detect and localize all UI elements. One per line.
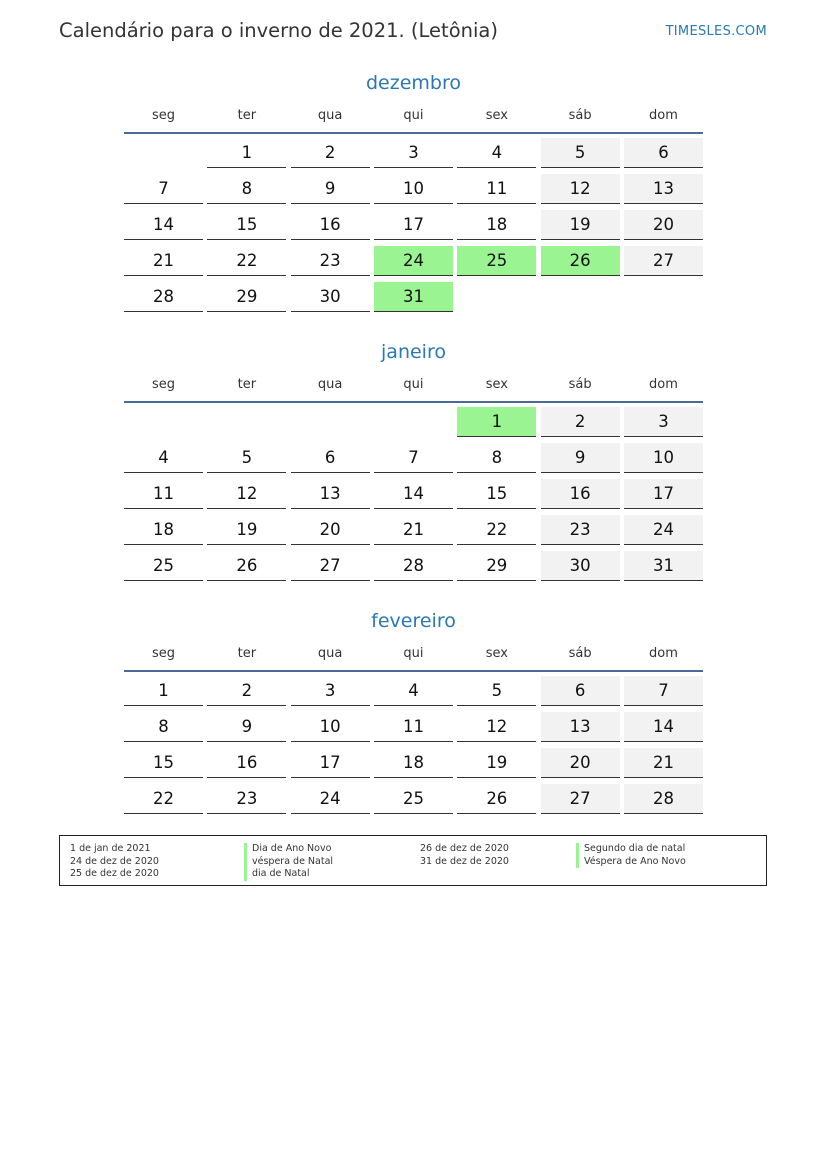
day-cell: 21 <box>124 246 203 276</box>
day-cell: 7 <box>374 443 453 473</box>
weekday-label: ter <box>237 376 257 392</box>
weekday-label: sáb <box>568 645 592 661</box>
day-cell: 24 <box>624 515 703 545</box>
day-cell: 18 <box>374 748 453 778</box>
day-cell: 20 <box>624 210 703 240</box>
day-cell: 14 <box>624 712 703 742</box>
empty-day-cell <box>624 282 703 312</box>
day-cell: 9 <box>541 443 620 473</box>
day-cell: 4 <box>124 443 203 473</box>
weekday-label: qui <box>403 376 424 392</box>
day-cell: 19 <box>541 210 620 240</box>
empty-day-cell <box>374 407 453 437</box>
day-cell: 11 <box>124 479 203 509</box>
empty-day-cell <box>124 138 203 168</box>
day-cell: 17 <box>291 748 370 778</box>
legend-date: 25 de dez de 2020 <box>70 868 159 879</box>
day-cell: 26 <box>457 784 536 814</box>
day-cell: 18 <box>457 210 536 240</box>
weekday-label: dom <box>649 107 678 123</box>
day-cell: 28 <box>624 784 703 814</box>
day-cell: 28 <box>374 551 453 581</box>
day-cell: 4 <box>457 138 536 168</box>
day-cell: 25 <box>457 246 536 276</box>
day-cell: 11 <box>374 712 453 742</box>
legend-date: 26 de dez de 2020 <box>420 843 509 854</box>
weekday-label: qua <box>317 645 343 661</box>
day-cell: 13 <box>624 174 703 204</box>
day-cell: 15 <box>124 748 203 778</box>
day-cell: 23 <box>541 515 620 545</box>
week-row <box>124 676 703 712</box>
weekday-label: dom <box>649 645 678 661</box>
day-cell: 16 <box>207 748 286 778</box>
legend-holiday-name: Véspera de Ano Novo <box>576 856 686 869</box>
empty-day-cell <box>207 407 286 437</box>
day-cell: 29 <box>457 551 536 581</box>
day-cell: 23 <box>207 784 286 814</box>
day-cell: 2 <box>541 407 620 437</box>
day-cell: 24 <box>291 784 370 814</box>
day-cell: 24 <box>374 246 453 276</box>
day-cell: 23 <box>291 246 370 276</box>
day-cell: 17 <box>624 479 703 509</box>
day-cell: 3 <box>374 138 453 168</box>
month-name: dezembro <box>366 72 461 94</box>
weekday-label: qui <box>403 645 424 661</box>
day-cell: 7 <box>124 174 203 204</box>
week-row <box>124 174 703 210</box>
day-cell: 17 <box>374 210 453 240</box>
day-cell: 12 <box>207 479 286 509</box>
day-cell: 28 <box>124 282 203 312</box>
day-cell: 4 <box>374 676 453 706</box>
month-february <box>124 606 703 820</box>
day-cell: 10 <box>624 443 703 473</box>
legend-names-col2 <box>576 843 686 868</box>
day-cell: 10 <box>374 174 453 204</box>
day-cell: 6 <box>291 443 370 473</box>
weekday-label: sex <box>485 376 508 392</box>
day-cell: 26 <box>541 246 620 276</box>
day-cell: 5 <box>207 443 286 473</box>
day-cell: 31 <box>624 551 703 581</box>
legend-names-col1 <box>244 843 333 881</box>
day-cell: 8 <box>207 174 286 204</box>
week-row <box>124 712 703 748</box>
day-cell: 20 <box>291 515 370 545</box>
day-cell: 15 <box>457 479 536 509</box>
day-cell: 2 <box>207 676 286 706</box>
day-cell: 20 <box>541 748 620 778</box>
weekday-label: seg <box>151 376 176 392</box>
empty-day-cell <box>124 407 203 437</box>
day-cell: 5 <box>541 138 620 168</box>
day-cell: 21 <box>374 515 453 545</box>
weekday-label: sáb <box>568 376 592 392</box>
header-divider <box>124 401 703 403</box>
week-row <box>124 138 703 174</box>
page-title: Calendário para o inverno de 2021. (Letônia) <box>59 19 498 42</box>
day-cell: 10 <box>291 712 370 742</box>
day-cell: 22 <box>457 515 536 545</box>
legend-dates-col1 <box>70 843 159 881</box>
week-row <box>124 551 703 587</box>
weekday-label: qua <box>317 376 343 392</box>
day-cell: 21 <box>624 748 703 778</box>
day-cell: 27 <box>291 551 370 581</box>
day-cell: 2 <box>291 138 370 168</box>
week-row <box>124 443 703 479</box>
weekday-label: dom <box>649 376 678 392</box>
weekday-header-row <box>124 102 703 128</box>
week-row <box>124 210 703 246</box>
day-cell: 8 <box>124 712 203 742</box>
day-cell: 5 <box>457 676 536 706</box>
month-january <box>124 337 703 587</box>
day-cell: 6 <box>624 138 703 168</box>
holiday-legend <box>59 835 767 886</box>
day-cell: 25 <box>374 784 453 814</box>
week-row <box>124 515 703 551</box>
empty-day-cell <box>541 282 620 312</box>
month-december <box>124 68 703 318</box>
day-cell: 18 <box>124 515 203 545</box>
day-cell: 29 <box>207 282 286 312</box>
day-cell: 12 <box>457 712 536 742</box>
day-cell: 19 <box>207 515 286 545</box>
weekday-label: sex <box>485 107 508 123</box>
day-cell: 8 <box>457 443 536 473</box>
header-divider <box>124 670 703 672</box>
legend-holiday-name: véspera de Natal <box>244 856 333 869</box>
weekday-label: sáb <box>568 107 592 123</box>
weekday-label: seg <box>151 645 176 661</box>
day-cell: 14 <box>374 479 453 509</box>
header-divider <box>124 132 703 134</box>
weekday-header-row <box>124 371 703 397</box>
weekday-label: qua <box>317 107 343 123</box>
weekday-label: ter <box>237 107 257 123</box>
day-cell: 31 <box>374 282 453 312</box>
legend-holiday-name: Dia de Ano Novo <box>244 843 333 856</box>
day-cell: 30 <box>291 282 370 312</box>
weekday-label: sex <box>485 645 508 661</box>
week-row <box>124 246 703 282</box>
day-cell: 19 <box>457 748 536 778</box>
day-cell: 16 <box>291 210 370 240</box>
day-cell: 3 <box>624 407 703 437</box>
day-cell: 30 <box>541 551 620 581</box>
day-cell: 9 <box>291 174 370 204</box>
day-cell: 22 <box>207 246 286 276</box>
day-cell: 16 <box>541 479 620 509</box>
day-cell: 25 <box>124 551 203 581</box>
weekday-label: ter <box>237 645 257 661</box>
day-cell: 22 <box>124 784 203 814</box>
week-row <box>124 748 703 784</box>
day-cell: 15 <box>207 210 286 240</box>
day-cell: 6 <box>541 676 620 706</box>
day-cell: 3 <box>291 676 370 706</box>
brand-link[interactable]: TIMESLES.COM <box>665 24 767 39</box>
day-cell: 9 <box>207 712 286 742</box>
weekday-label: qui <box>403 107 424 123</box>
day-cell: 1 <box>457 407 536 437</box>
legend-date: 24 de dez de 2020 <box>70 855 159 867</box>
week-row <box>124 282 703 318</box>
legend-date: 31 de dez de 2020 <box>420 855 509 867</box>
month-name: janeiro <box>381 341 446 363</box>
day-cell: 26 <box>207 551 286 581</box>
week-row <box>124 479 703 515</box>
day-cell: 13 <box>541 712 620 742</box>
weekday-label: seg <box>151 107 176 123</box>
day-cell: 14 <box>124 210 203 240</box>
legend-date: 1 de jan de 2021 <box>70 843 151 854</box>
empty-day-cell <box>457 282 536 312</box>
day-cell: 7 <box>624 676 703 706</box>
week-row <box>124 784 703 820</box>
week-row <box>124 407 703 443</box>
day-cell: 27 <box>541 784 620 814</box>
day-cell: 13 <box>291 479 370 509</box>
weekday-header-row <box>124 640 703 666</box>
legend-holiday-name: dia de Natal <box>244 868 333 881</box>
day-cell: 27 <box>624 246 703 276</box>
day-cell: 11 <box>457 174 536 204</box>
day-cell: 1 <box>124 676 203 706</box>
day-cell: 1 <box>207 138 286 168</box>
legend-dates-col2 <box>420 843 509 868</box>
month-name: fevereiro <box>371 610 456 632</box>
day-cell: 12 <box>541 174 620 204</box>
legend-holiday-name: Segundo dia de natal <box>576 843 686 856</box>
empty-day-cell <box>291 407 370 437</box>
